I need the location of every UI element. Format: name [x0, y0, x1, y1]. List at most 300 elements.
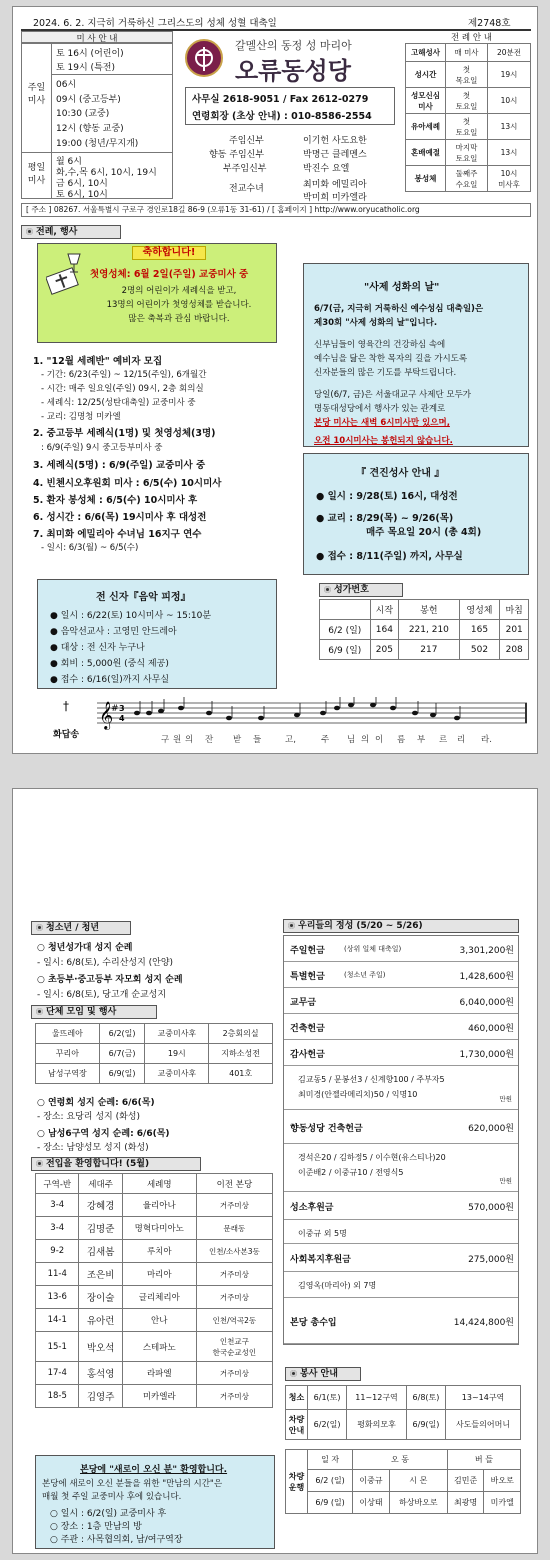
welcome-cell: 거주미상: [196, 1263, 272, 1286]
offering-row: [284, 1110, 518, 1144]
group-cell: 19시: [145, 1044, 209, 1064]
welcome-cell: 3-4: [36, 1217, 79, 1240]
clergy-role: 부주임신부: [223, 164, 267, 174]
svg-text:#: #: [111, 704, 119, 714]
music-note: [146, 711, 152, 716]
offering-amount: 14,424,800원: [453, 1318, 514, 1328]
hymn-cell: 208: [500, 640, 529, 660]
drive-header: 오 동: [353, 1450, 448, 1470]
anniversary-line: 오전 10시미사는 봉헌되지 않습니다.: [314, 436, 453, 446]
welcome-cell: 장이술: [79, 1286, 122, 1309]
group-cell: 꾸리아: [36, 1044, 100, 1064]
liturgy-item: 3. 세례식(5명) : 6/9(주일) 교중미사 중: [33, 460, 206, 471]
parish-logo: [185, 39, 223, 77]
anniversary-line: 신자분들의 많은 기도를 부탁드립니다.: [314, 368, 457, 378]
clergy-role: 향동 주임신부: [209, 150, 265, 160]
ceremony-title: 전 례 안 내: [451, 33, 492, 43]
hymn-header: 시작: [370, 600, 399, 620]
newcomer-box: [35, 1455, 275, 1549]
office-phone: 사무실 2618-9051 / Fax 2612-0279: [192, 94, 369, 105]
car-label: 차량 안내: [286, 1410, 308, 1440]
youth-line: ○ 초등부·중고등부 자모회 성지 순례: [37, 975, 183, 985]
music-note: [134, 711, 140, 716]
offering-label: 감사헌금: [290, 1050, 325, 1060]
welcome-cell: 3-4: [36, 1194, 79, 1217]
drive-cell: 하상바오로: [389, 1492, 447, 1514]
welcome-header: 세례명: [122, 1174, 196, 1194]
music-line: ● 대상 : 전 신자 누구나: [50, 643, 145, 653]
hymn-cell: 201: [500, 620, 529, 640]
music-line: ● 접수 : 6/16(일)까지 사무실: [50, 675, 170, 685]
svg-text:4: 4: [119, 714, 125, 723]
groups-line: - 장소: 남양성모 성지 (화성): [37, 1143, 149, 1153]
anniversary-title: "사제 성화의 날": [364, 282, 440, 293]
bulletin-page-2: [12, 788, 538, 1554]
offering-donors: [284, 1272, 518, 1298]
music-note: [258, 716, 264, 721]
ceremony-time: 20분전: [488, 44, 531, 62]
lyric-syllable: 의: [361, 735, 370, 745]
ceremony-when: 둘째주 수요일: [446, 166, 488, 192]
welcome-cell: 박오석: [79, 1332, 122, 1362]
music-staff: [97, 697, 527, 733]
offering-table: [283, 935, 519, 1345]
clergy-role: 전교수녀: [229, 184, 264, 194]
svg-text:𝄞: 𝄞: [99, 701, 114, 729]
liturgy-item: 5. 환자 봉성체 : 6/5(수) 10시미사 후: [33, 495, 198, 506]
welcome-table: [35, 1173, 273, 1408]
drive-cell: 6/2 (일): [308, 1470, 353, 1492]
groups-line: - 장소: 요당리 성지 (화성): [37, 1112, 140, 1122]
music-note: [430, 713, 436, 718]
music-note: [370, 703, 376, 708]
car-date: 6/9(일): [406, 1410, 445, 1440]
liturgy-section-title: [21, 225, 121, 239]
offering-amount: 570,000원: [468, 1203, 514, 1213]
mass-row: 19:00 (청년/무지개): [56, 139, 139, 149]
drive-cell: 이중규: [353, 1470, 390, 1492]
welcome-cell: 17-4: [36, 1362, 79, 1385]
anniversary-line: 명동대성당에서 행사가 있는 관계로: [314, 404, 446, 414]
drive-cell: 이상태: [353, 1492, 390, 1514]
offering-amount: 6,040,000원: [459, 998, 514, 1008]
mass-row: 화,수,목 6시, 10시, 19시: [56, 168, 157, 178]
clergy-name: 박명근 클레멘스: [303, 150, 367, 160]
newcomer-title: 본당에 "새로이 오신 분" 환영합니다.: [80, 1465, 228, 1475]
group-cell: 2층회의실: [209, 1024, 273, 1044]
youth-title-text: 청소년 / 청년: [46, 923, 100, 933]
group-cell: 지하소성전: [209, 1044, 273, 1064]
music-note: [226, 716, 232, 721]
ceremony-label: 성모신심 미사: [406, 88, 446, 114]
welcome-cell: 인천/역곡2동: [196, 1309, 272, 1332]
music-note: [294, 713, 300, 718]
ceremony-time: 13시: [488, 114, 531, 140]
service-title-text: 봉사 안내: [300, 1369, 338, 1379]
confirmation-line: 매주 목요일 20시 (총 4회): [366, 527, 482, 538]
mass-row: 토 16시 (어린이): [56, 49, 124, 59]
donor-list: 김교동5 / 문봉선3 / 신계향100 / 주부자5 최미경(안젤라메리치)50 / 익명10: [298, 1075, 445, 1099]
hymn-header: 봉헌: [399, 600, 459, 620]
confirmation-box: [303, 453, 529, 575]
group-cell: 6/7(금): [99, 1044, 145, 1064]
lyric-syllable: 부: [417, 735, 426, 745]
music-note: [320, 711, 326, 716]
liturgy-item: - 시간: 매주 일요일(주일) 09시, 2층 회의실: [41, 384, 204, 394]
youth-line: ○ 청년성가대 성지 순례: [37, 943, 133, 953]
groups-line: ○ 연령회 성지 순례: 6/6(목): [37, 1098, 155, 1108]
car-date: 6/2(일): [308, 1410, 347, 1440]
group-cell: 교중미사후: [145, 1024, 209, 1044]
anniversary-line: 신부님들이 영육간의 건강하심 속에: [314, 340, 446, 350]
offering-label: 특별헌금: [290, 972, 325, 982]
music-note: [348, 703, 354, 708]
offering-amount: 275,000원: [468, 1255, 514, 1265]
group-cell: 교중미사후: [145, 1064, 209, 1084]
drive-cell: 최광명: [447, 1492, 484, 1514]
music-note: [178, 706, 184, 711]
offering-label: 사회복지후원금: [290, 1255, 351, 1265]
groups-table: [35, 1023, 273, 1084]
lyric-syllable: 고,: [285, 735, 296, 745]
groups-section-title: [31, 1005, 157, 1019]
welcome-cell: 14-1: [36, 1309, 79, 1332]
lyric-syllable: 주: [321, 735, 330, 745]
welcome-header: 세대주: [79, 1174, 122, 1194]
music-note: [390, 706, 396, 711]
hymns-table: [319, 599, 529, 660]
liturgy-item: 2. 중고등부 세례식(1명) 및 첫영성체(3명): [33, 428, 216, 439]
youth-line: - 일시: 6/8(토), 수리산성지 (안양): [37, 958, 174, 968]
liturgy-item: - 기간: 6/23(주일) ~ 12/15(주일), 6개월간: [41, 370, 207, 380]
ceremony-label: 고해성사: [406, 44, 446, 62]
offering-donors: [284, 1144, 518, 1192]
address-bar: [ 주소 ] 08267. 서울특별시 구로구 경인로18길 86-9 (오류1동 31-61) / [ 홈페이지 ] http://www.oryucatholic.org: [21, 203, 531, 217]
music-title: 전 신자『음악 피정』: [96, 592, 191, 603]
car-group: 평화의모후: [347, 1410, 407, 1440]
welcome-cell: 김명준: [79, 1217, 122, 1240]
congrats-title: 축하합니다!: [132, 246, 206, 260]
welcome-cell: 인천/소사본3동: [196, 1240, 272, 1263]
ceremony-label: 유아세례: [406, 114, 446, 140]
welcome-cell: 15-1: [36, 1332, 79, 1362]
mass-row: 금 6시, 10시: [56, 179, 108, 189]
liturgy-item: 4. 빈첸시오후원회 미사 : 6/5(수) 10시미사: [33, 478, 222, 489]
lyric-syllable: 리: [457, 735, 466, 745]
welcome-cell: 9-2: [36, 1240, 79, 1263]
welcome-cell: 미카엘라: [122, 1385, 196, 1408]
mass-title: 미 사 안 내: [21, 31, 173, 43]
anniversary-line: 예수님을 닮은 착한 목자의 길을 가시도록: [314, 354, 468, 364]
offering-label: 건축헌금: [290, 1024, 325, 1034]
drive-cell: 시 몬: [389, 1470, 447, 1492]
music-line: ● 회비 : 5,000원 (중식 제공): [50, 659, 169, 669]
offering-label: 주일헌금: [290, 946, 325, 956]
clean-area: 13~14구역: [446, 1386, 521, 1410]
congrats-main: 첫영성체: 6월 2일(주일) 교중미사 중: [90, 269, 249, 280]
response-label: 화답송: [53, 730, 80, 740]
clean-date: 6/1(토): [308, 1386, 347, 1410]
clergy-name: 박진수 요엘: [303, 164, 350, 174]
offering-label: 본당 총수입: [290, 1318, 337, 1328]
clergy-role: 주임신부: [229, 136, 264, 146]
offering-label: 성소후원금: [290, 1203, 334, 1213]
offering-note: (상위 일체 대축일): [344, 945, 402, 953]
donor-list: 김영옥(마리아) 외 7명: [298, 1281, 377, 1290]
offering-row: [284, 988, 518, 1014]
hymn-cell: 6/2 (일): [320, 620, 371, 640]
welcome-header: 이전 본당: [196, 1174, 272, 1194]
welcome-cell: 스테파노: [122, 1332, 196, 1362]
hymn-cell: 502: [459, 640, 500, 660]
welcome-cell: 18-5: [36, 1385, 79, 1408]
welcome-cell: 루치아: [122, 1240, 196, 1263]
offering-amount: 1,730,000원: [459, 1050, 514, 1060]
group-cell: 울뜨레아: [36, 1024, 100, 1044]
hymn-cell: 6/9 (일): [320, 640, 371, 660]
offering-amount: 460,000원: [468, 1024, 514, 1034]
welcome-cell: 문래동: [196, 1217, 272, 1240]
lyric-syllable: 원: [173, 735, 182, 745]
welcome-cell: 조은비: [79, 1263, 122, 1286]
donor-list: 경석은20 / 김하정5 / 이수현(유스티나)20 이준배2 / 이중규10 / 전영식5: [298, 1153, 446, 1177]
ceremony-label: 혼배예절: [406, 140, 446, 166]
ceremony-when: 첫 토요일: [446, 114, 488, 140]
lyric-syllable: 름: [397, 735, 406, 745]
lyric-syllable: 이: [375, 735, 384, 745]
hymn-header: 마침: [500, 600, 529, 620]
newcomer-line: ○ 주관 : 사목협의회, 남/여구역장: [50, 1535, 183, 1545]
mass-row: 토 6시, 10시: [56, 190, 108, 200]
lyric-syllable: 님: [347, 735, 356, 745]
car-group: 사도들의어머니: [446, 1410, 521, 1440]
issue-number: 제2748호: [468, 18, 511, 29]
lyric-syllable: 받: [233, 735, 242, 745]
ceremony-time: 10시: [488, 88, 531, 114]
hymns-title-text: 성가번호: [334, 585, 369, 595]
bible-chalice-icon: [46, 250, 84, 296]
congrats-body: 2명의 어린이가 세례식을 받고, 13명의 어린이가 첫영성체를 받습니다. 많은 축복과 관심 바랍니다.: [106, 286, 252, 324]
drive-header: 버 들: [447, 1450, 520, 1470]
drive-table: [285, 1449, 521, 1514]
welcome-header: 구역-반: [36, 1174, 79, 1194]
welcome-cell: 글리체리아: [122, 1286, 196, 1309]
mass-row: 월 6시: [56, 157, 82, 167]
offering-amount: 1,428,600원: [459, 972, 514, 982]
hymns-section-title: [319, 583, 403, 597]
music-note: [206, 711, 212, 716]
drive-cell: 김민준: [447, 1470, 484, 1492]
anniversary-line: 제30회 "사제 성화의 날"입니다.: [314, 318, 438, 328]
unit-label: 만원: [499, 1177, 512, 1185]
donor-list: 이중규 외 5명: [298, 1229, 347, 1238]
anniversary-line: 6/7(금, 지극히 거룩하신 예수성심 대축일)은: [314, 304, 484, 314]
clean-area: 11~12구역: [347, 1386, 407, 1410]
offering-row: [284, 1244, 518, 1272]
welcome-cell: 거주미상: [196, 1286, 272, 1309]
offering-note: (청소년 주일): [344, 971, 386, 979]
mass-row: 10:30 (교중): [56, 109, 110, 119]
hymn-cell: 164: [370, 620, 399, 640]
lyric-syllable: 잔: [205, 735, 214, 745]
hymn-header: 영성체: [459, 600, 500, 620]
offering-row: [284, 936, 518, 962]
welcome-cell: 11-4: [36, 1263, 79, 1286]
group-cell: 401호: [209, 1064, 273, 1084]
liturgy-item: : 6/9(주일) 9시 중고등부미사 중: [41, 443, 163, 453]
anniversary-line: 본당 미사는 새벽 6시미사만 있으며,: [314, 418, 450, 428]
music-note: [412, 711, 418, 716]
lyric-syllable: 라.: [481, 735, 492, 745]
ceremony-label: 봉성체: [406, 166, 446, 192]
confirmation-line: ● 교리 : 8/29(목) ~ 9/26(목): [316, 513, 454, 524]
welcome-title-text: 전입을 환영합니다! (5월): [46, 1159, 150, 1169]
offering-amount: 620,000원: [468, 1124, 514, 1134]
liturgy-title-text: 전례, 행사: [36, 227, 78, 237]
anniversary-box: [303, 263, 529, 447]
liturgy-item: - 세례식: 12/25(성탄대축일) 교중미사 중: [41, 398, 196, 408]
liturgy-item: 6. 성시간 : 6/6(목) 19시미사 후 대성전: [33, 512, 207, 523]
mass-row: 09시 (중고등부): [56, 95, 121, 105]
offering-donors: [284, 1066, 518, 1110]
newcomer-body: 본당에 새로이 오신 분들을 위한 "만남의 시간"은 매월 첫 주일 교중미사 후에 있습니다.: [42, 1479, 223, 1502]
ceremony-table: [405, 43, 531, 192]
clean-label: 청소: [286, 1386, 308, 1410]
group-cell: 6/9(일): [99, 1064, 145, 1084]
drive-cell: 바오로: [484, 1470, 521, 1492]
lyric-syllable: 구: [161, 735, 170, 745]
offering-row: [284, 1298, 518, 1344]
offering-label: 교무금: [290, 998, 317, 1008]
lyric-syllable: 르: [439, 735, 448, 745]
mass-row: 12시 (향동 교중): [56, 124, 124, 134]
liturgy-item: - 일시: 6/3(월) ~ 6/5(수): [41, 543, 139, 553]
offering-row: [284, 1192, 518, 1220]
cross-icon: †: [63, 699, 69, 713]
bulletin-page-1: [12, 6, 538, 754]
offering-title-text: 우리들의 정성 (5/20 ~ 5/26): [298, 921, 423, 931]
date-line: 2024. 6. 2. 지극히 거룩하신 그리스도의 성체 성혈 대축일: [33, 18, 277, 29]
ceremony-when: 마지막 토요일: [446, 140, 488, 166]
ceremony-when: 첫 목요일: [446, 62, 488, 88]
music-note: [334, 706, 340, 711]
offering-section-title: [283, 919, 519, 933]
drive-cell: 미카엘: [484, 1492, 521, 1514]
confirmation-line: ● 일시 : 9/28(토) 16시, 대성전: [316, 491, 458, 502]
ceremony-time: 10시 미사후: [488, 166, 531, 192]
offering-row: [284, 1040, 518, 1066]
parish-subtitle: 갈멜산의 동정 성 마리아: [235, 39, 352, 52]
welcome-cell: 율리아나: [122, 1194, 196, 1217]
service-table: [285, 1385, 521, 1440]
parish-name: 오류동성당: [235, 56, 351, 85]
office-box: [185, 87, 395, 125]
liturgy-item: - 교리: 김명청 미카엘: [41, 412, 121, 422]
ceremony-time: 13시: [488, 140, 531, 166]
hymn-cell: 221, 210: [399, 620, 459, 640]
welcome-cell: 거주미상: [196, 1194, 272, 1217]
clergy-name: 이기헌 사도요한: [303, 136, 367, 146]
welcome-cell: 홍석영: [79, 1362, 122, 1385]
service-section-title: [285, 1367, 361, 1381]
drive-label: 차량 운행: [286, 1450, 308, 1514]
welcome-cell: 유아런: [79, 1309, 122, 1332]
group-cell: 6/2(일): [99, 1024, 145, 1044]
hymn-cell: 205: [370, 640, 399, 660]
mass-table: [21, 43, 173, 199]
welcome-cell: 거주미상: [196, 1362, 272, 1385]
music-note: [454, 716, 460, 721]
drive-cell: 6/9 (일): [308, 1492, 353, 1514]
liturgy-item: 1. "12월 세례반" 예비자 모집: [33, 356, 163, 367]
congrats-box: [37, 243, 277, 343]
liturgy-item: 7. 최미화 에밀리아 수녀님 16지구 연수: [33, 529, 202, 540]
anniversary-line: 당일(6/7, 금)은 서울대교구 사제단 모두가: [314, 390, 471, 400]
clergy-name: 박미희 미카엘라: [303, 193, 367, 203]
offering-row: [284, 1014, 518, 1040]
confirmation-line: ● 접수 : 8/11(주일) 까지, 사무실: [316, 551, 463, 562]
welcome-section-title: [31, 1157, 201, 1171]
clergy-name: 최미화 에밀리아: [303, 180, 367, 190]
youth-line: - 일시: 6/8(토), 당고개 순교성지: [37, 990, 167, 1000]
welcome-cell: 김영주: [79, 1385, 122, 1408]
welcome-cell: 거주미상: [196, 1385, 272, 1408]
ceremony-time: 19시: [488, 62, 531, 88]
unit-label: 만원: [499, 1095, 512, 1103]
lyric-syllable: 들: [253, 735, 262, 745]
music-retreat-box: [37, 579, 277, 689]
music-line: ● 음악선교사 : 고영민 안드레아: [50, 627, 177, 637]
music-note: [158, 709, 164, 714]
groups-line: ○ 남성6구역 성지 순례: 6/6(목): [37, 1129, 170, 1139]
clean-date: 6/8(토): [406, 1386, 445, 1410]
sunday-mass-label: 주일 미사: [22, 44, 52, 152]
hymn-header: [320, 600, 371, 620]
offering-row: [284, 962, 518, 988]
svg-text:3: 3: [119, 704, 125, 713]
offering-label: 향동성당 건축헌금: [290, 1124, 363, 1134]
welcome-cell: 13-6: [36, 1286, 79, 1309]
welcome-cell: 강혜경: [79, 1194, 122, 1217]
drive-header: 일 자: [308, 1450, 353, 1470]
ceremony-when: 첫 토요일: [446, 88, 488, 114]
offering-donors: [284, 1220, 518, 1244]
offering-amount: 3,301,200원: [459, 946, 514, 956]
welcome-cell: 마리아: [122, 1263, 196, 1286]
mass-row: 토 19시 (특전): [56, 63, 115, 73]
youth-section-title: [31, 921, 131, 935]
welcome-cell: 김새봄: [79, 1240, 122, 1263]
lyric-syllable: 의: [185, 735, 194, 745]
weekday-mass-label: 평일 미사: [22, 152, 52, 199]
contact-phone: 연령회장 (초상 안내) : 010-8586-2554: [192, 111, 372, 122]
welcome-cell: 명혁다미아노: [122, 1217, 196, 1240]
welcome-cell: 인천교구 한국순교성인: [196, 1332, 272, 1362]
music-line: ● 일시 : 6/22(토) 10시미사 ~ 15:10분: [50, 611, 212, 621]
groups-title-text: 단체 모임 및 행사: [46, 1007, 117, 1017]
ceremony-label: 성시간: [406, 62, 446, 88]
newcomer-line: ○ 장소 : 1층 만남의 방: [50, 1522, 142, 1532]
group-cell: 남성구역장: [36, 1064, 100, 1084]
mass-row: 06시: [56, 80, 77, 90]
hymn-cell: 217: [399, 640, 459, 660]
ceremony-when: 매 미사: [446, 44, 488, 62]
welcome-cell: 안나: [122, 1309, 196, 1332]
newcomer-line: ○ 일시 : 6/2(일) 교중미사 후: [50, 1509, 167, 1519]
hymn-cell: 165: [459, 620, 500, 640]
welcome-cell: 라파엘: [122, 1362, 196, 1385]
confirmation-title: 『 견진성사 안내 』: [356, 468, 445, 479]
